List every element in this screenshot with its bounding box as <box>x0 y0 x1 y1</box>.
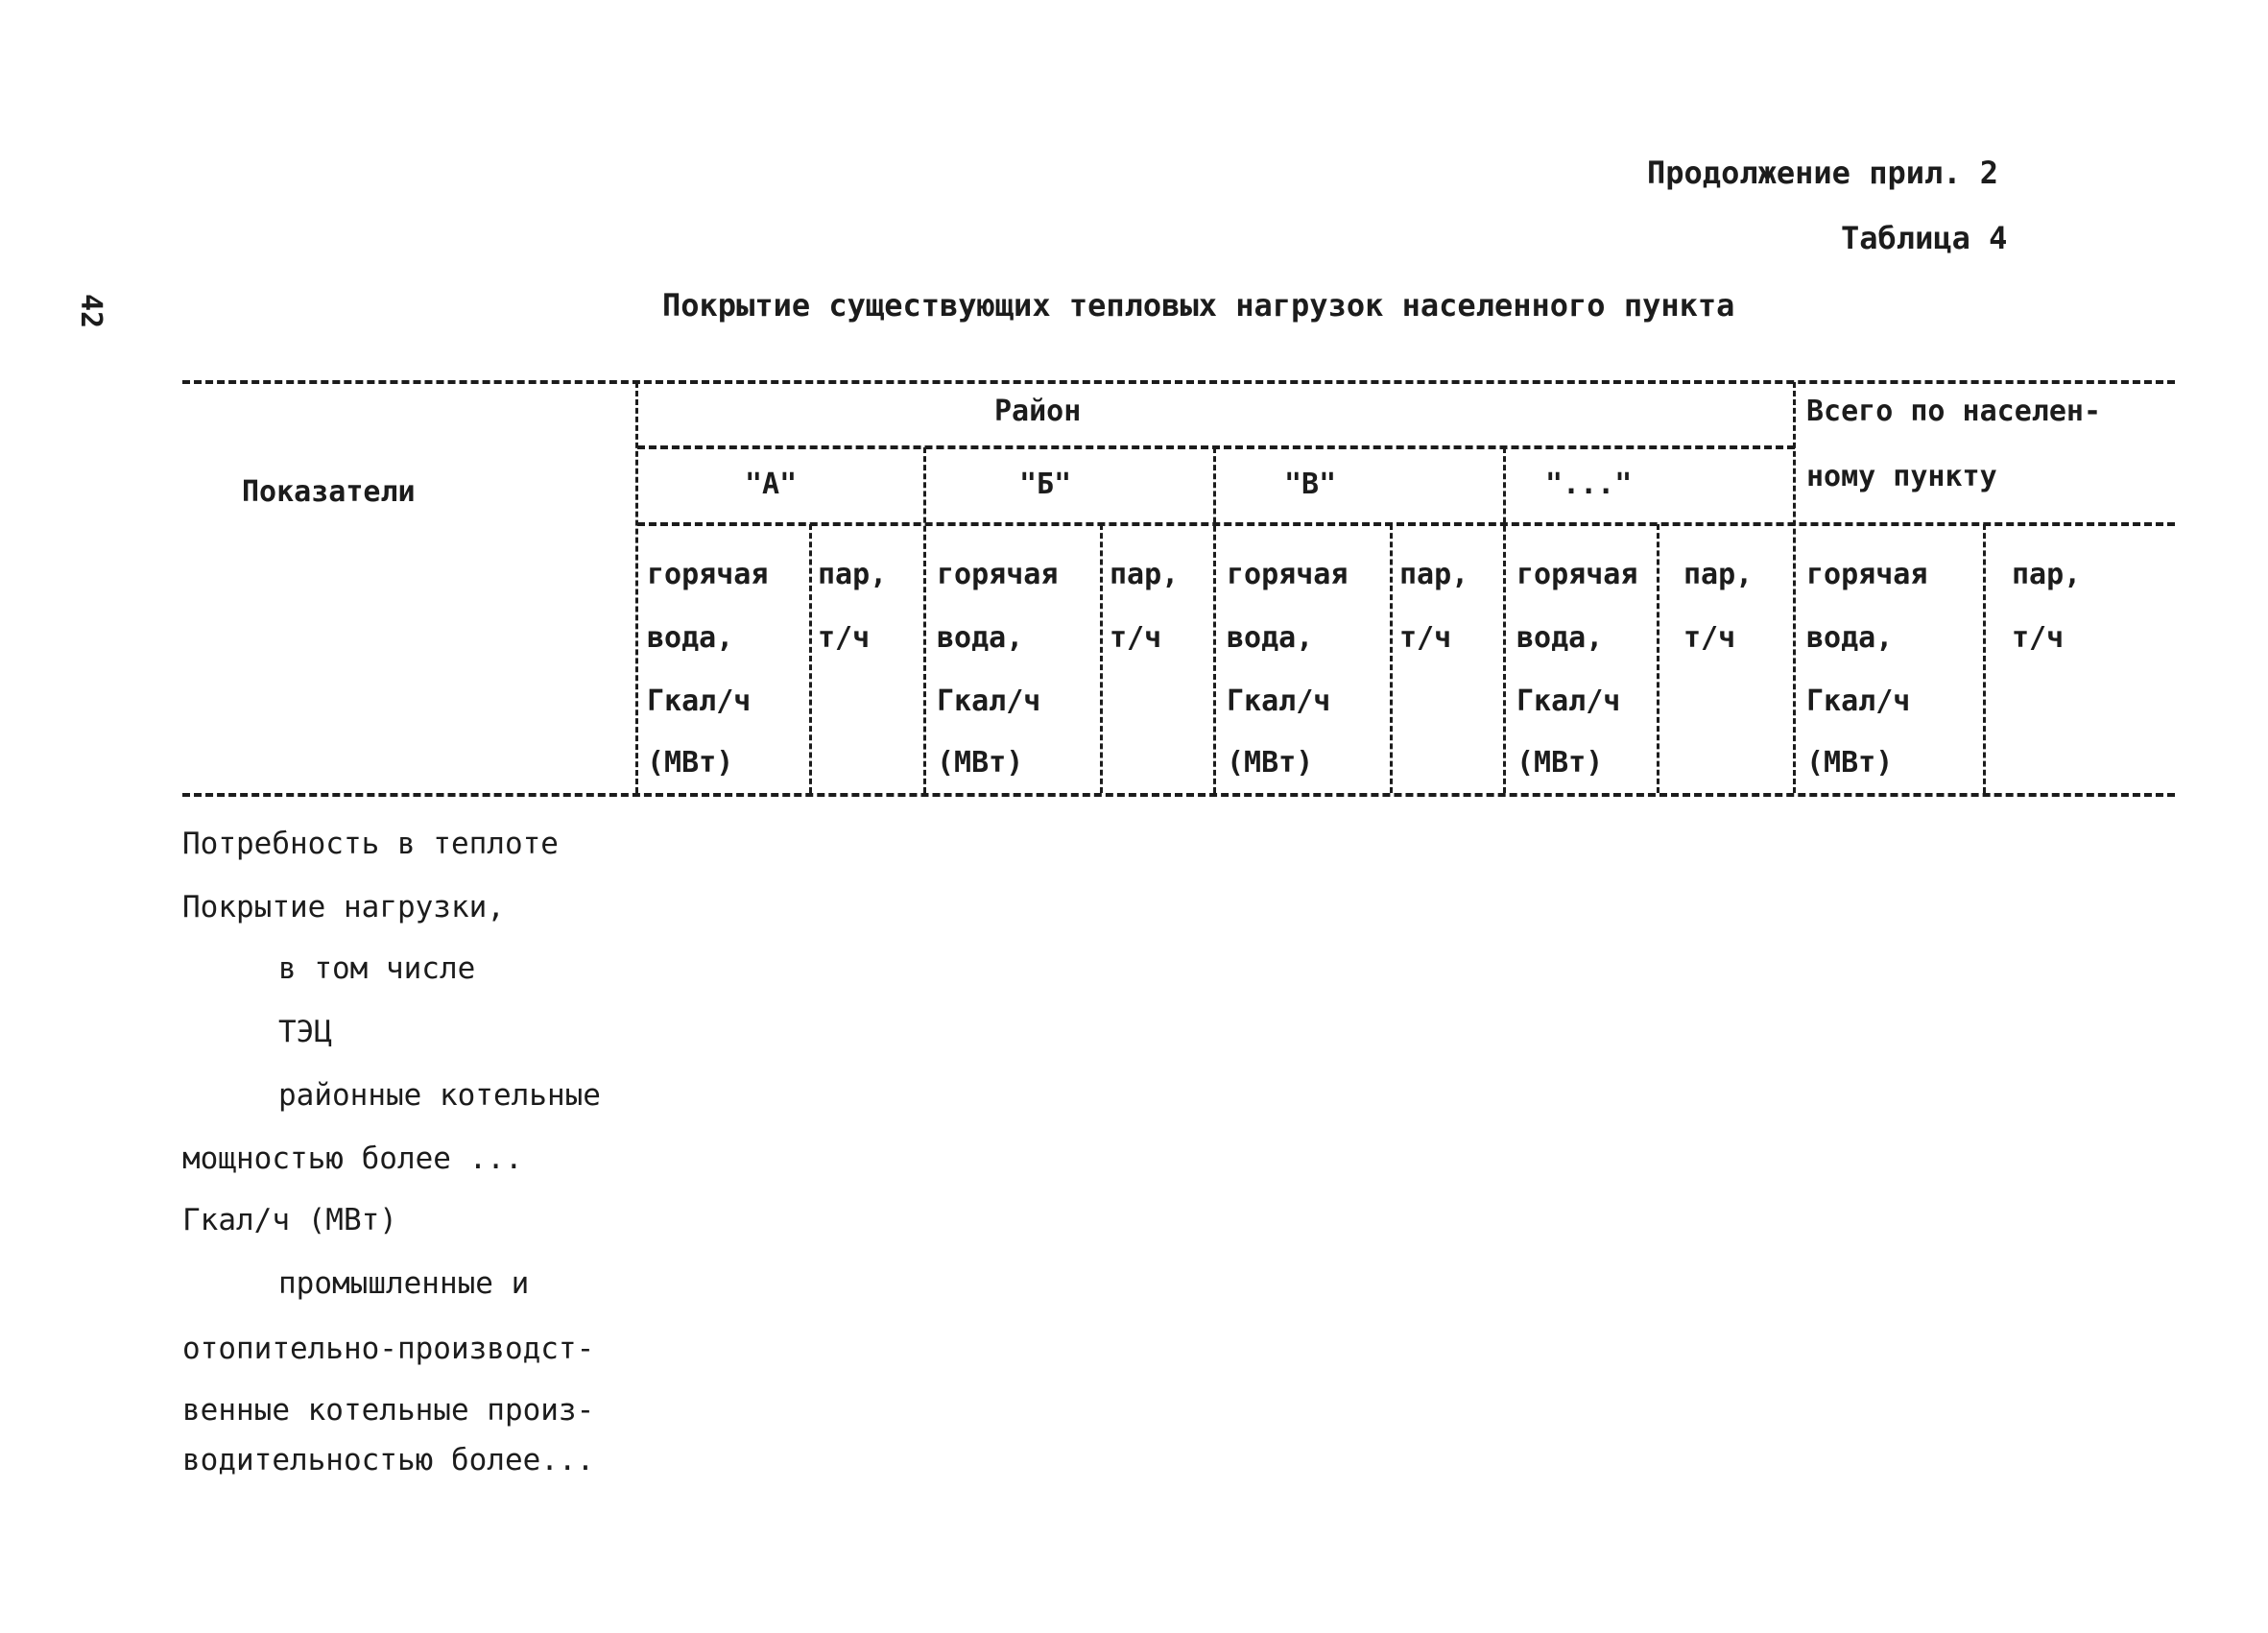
hot-water-label: горячая <box>647 558 769 591</box>
table-title: Покрытие существующих тепловых нагрузок населенного пункта <box>662 287 1735 324</box>
hot-water-label: горячая <box>1806 558 1928 591</box>
steam-label: пар, <box>1110 558 1180 591</box>
table-label: Таблица 4 <box>1841 220 2008 256</box>
hot-water-label: вода, <box>937 621 1024 655</box>
hot-water-label: вода, <box>1516 621 1604 655</box>
subheader-district-more: "..." <box>1545 468 1633 501</box>
header-district: Район <box>994 395 1082 428</box>
hot-water-unit: Гкал/ч <box>937 684 1041 718</box>
row-unit: Гкал/ч (МВт) <box>182 1203 397 1237</box>
subheader-rule <box>637 522 2175 526</box>
hot-water-unit-alt: (МВт) <box>1516 746 1604 780</box>
hot-water-label: горячая <box>1227 558 1349 591</box>
hot-water-label: вода, <box>1806 621 1894 655</box>
hot-water-unit: Гкал/ч <box>1227 684 1331 718</box>
steam-unit: т/ч <box>818 621 871 655</box>
header-total-line1: Всего по населен- <box>1806 395 2102 428</box>
header-bottom-rule <box>182 793 2175 797</box>
hot-water-label: вода, <box>1227 621 1314 655</box>
header-total-line2: ному пункту <box>1806 460 1997 493</box>
steam-unit: т/ч <box>1399 621 1452 655</box>
hot-water-unit-alt: (МВт) <box>937 746 1024 780</box>
row-load-coverage: Покрытие нагрузки, <box>182 890 505 925</box>
page-number: 42 <box>74 294 107 329</box>
row-district-boilers: районные котельные <box>278 1078 601 1113</box>
row-chp: ТЭЦ <box>278 1015 332 1049</box>
hot-water-unit: Гкал/ч <box>647 684 752 718</box>
district-rule <box>637 445 1795 449</box>
row-including: в том числе <box>278 951 476 986</box>
steam-unit: т/ч <box>2012 621 2065 655</box>
subheader-district-v: "В" <box>1284 468 1337 501</box>
hot-water-unit-alt: (МВт) <box>1806 746 1894 780</box>
row-boilers-performance: венные котельные произ- <box>182 1393 595 1428</box>
vline <box>923 447 926 793</box>
vline <box>1503 447 1506 793</box>
hot-water-unit: Гкал/ч <box>1806 684 1911 718</box>
steam-label: пар, <box>2012 558 2082 591</box>
vline <box>635 382 638 793</box>
header-indicators: Показатели <box>242 475 416 509</box>
steam-label: пар, <box>1399 558 1469 591</box>
continuation-note: Продолжение прил. 2 <box>1647 155 1999 191</box>
vline <box>1390 524 1393 793</box>
hot-water-unit-alt: (МВт) <box>1227 746 1314 780</box>
row-district-boilers-capacity: мощностью более ... <box>182 1141 523 1176</box>
vline <box>1657 524 1659 793</box>
hot-water-label: вода, <box>647 621 734 655</box>
vline <box>1213 447 1216 793</box>
steam-label: пар, <box>818 558 888 591</box>
hot-water-unit-alt: (МВт) <box>647 746 734 780</box>
hot-water-label: горячая <box>1516 558 1638 591</box>
vline <box>1100 524 1103 793</box>
vline <box>1793 382 1796 793</box>
row-performance-more: водительностью более... <box>182 1443 595 1477</box>
steam-unit: т/ч <box>1110 621 1162 655</box>
subheader-district-a: "А" <box>745 468 798 501</box>
row-heating-industrial: отопительно-производст- <box>182 1332 595 1366</box>
steam-label: пар, <box>1683 558 1754 591</box>
row-heat-demand: Потребность в теплоте <box>182 827 559 861</box>
row-industrial: промышленные и <box>278 1266 530 1301</box>
steam-unit: т/ч <box>1683 621 1736 655</box>
subheader-district-b: "Б" <box>1019 468 1072 501</box>
vline <box>1983 524 1986 793</box>
table-top-rule <box>182 380 2175 384</box>
hot-water-unit: Гкал/ч <box>1516 684 1621 718</box>
vline <box>809 524 812 793</box>
hot-water-label: горячая <box>937 558 1059 591</box>
